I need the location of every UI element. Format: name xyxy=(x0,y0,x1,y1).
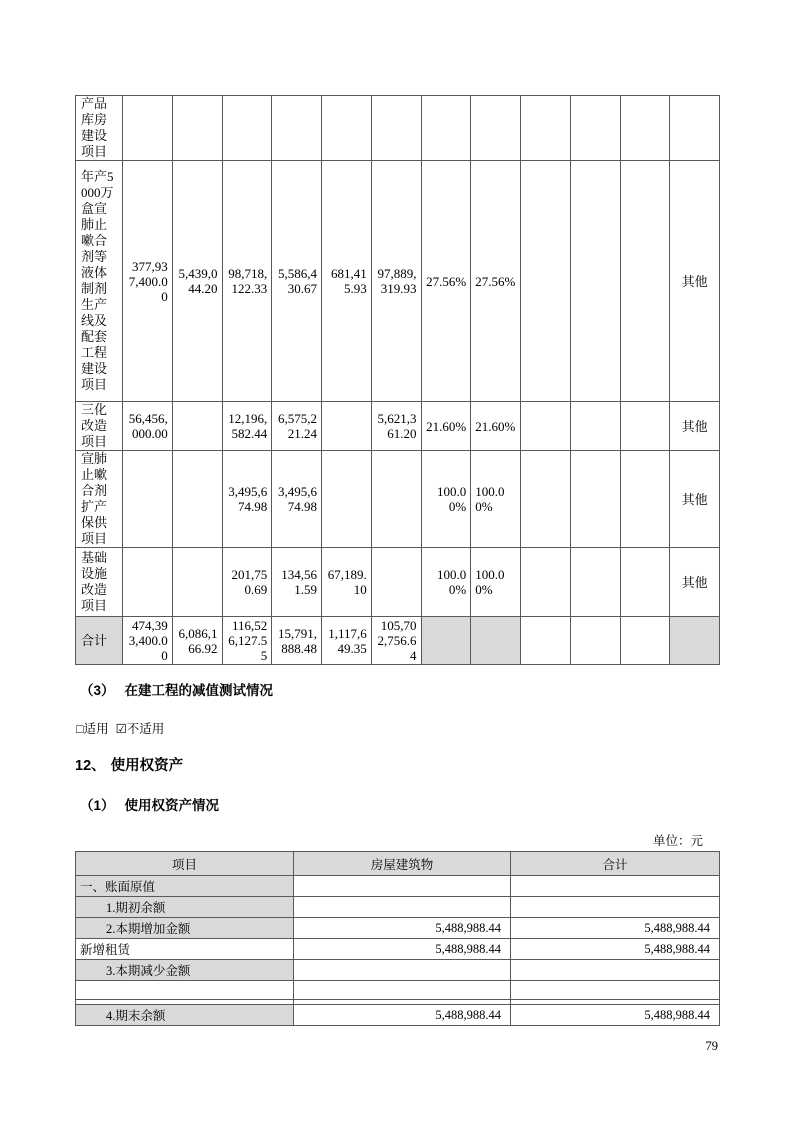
section-heading-impairment xyxy=(80,679,273,699)
table-cell xyxy=(570,161,620,402)
right-of-use-asset-table xyxy=(75,851,720,1026)
table-cell: 3,495,674.98 xyxy=(272,451,322,548)
applicability-line xyxy=(76,719,164,737)
table-cell xyxy=(670,617,720,665)
table-cell xyxy=(172,548,222,617)
column-header: 合计 xyxy=(511,852,720,876)
project-name-cell: 基础设施改造项目 xyxy=(76,548,123,617)
table-cell xyxy=(521,402,571,451)
section-number: 12、 xyxy=(75,758,106,774)
table-cell xyxy=(511,981,720,1000)
section-heading-rou-detail xyxy=(80,794,219,814)
table-cell xyxy=(620,96,670,161)
table-cell xyxy=(620,617,670,665)
table-cell: 其他 xyxy=(670,548,720,617)
table-cell: 681,415.93 xyxy=(322,161,372,402)
unit-label: 单位：元 xyxy=(652,834,703,848)
project-name-cell: 宣肺止嗽合剂扩产保供项目 xyxy=(76,451,123,548)
table-cell xyxy=(670,96,720,161)
table-cell xyxy=(294,876,511,897)
table-cell xyxy=(471,617,521,665)
table-row xyxy=(76,548,720,617)
applicable-label: 适用 xyxy=(83,722,109,736)
table-cell: 100.00% xyxy=(471,548,521,617)
table-cell xyxy=(521,548,571,617)
row-label: 4.期末余额 xyxy=(76,1005,294,1026)
table-cell xyxy=(123,96,173,161)
table-row xyxy=(76,1005,720,1026)
table-cell: 105,702,756.64 xyxy=(371,617,421,665)
table-cell: 21.60% xyxy=(471,402,521,451)
table-row xyxy=(76,981,720,1000)
table-cell: 100.00% xyxy=(421,451,471,548)
table-cell xyxy=(421,617,471,665)
table-cell xyxy=(371,451,421,548)
row-label: 新增租赁 xyxy=(76,939,294,960)
table-cell xyxy=(371,96,421,161)
table-cell xyxy=(172,451,222,548)
section-title: 使用权资产 xyxy=(110,758,184,774)
table-cell xyxy=(620,402,670,451)
section-title: 使用权资产情况 xyxy=(124,798,220,813)
table-row xyxy=(76,876,720,897)
table-cell: 100.00% xyxy=(471,451,521,548)
table-cell: 5,439,044.20 xyxy=(172,161,222,402)
table-cell xyxy=(521,161,571,402)
table-cell: 27.56% xyxy=(471,161,521,402)
table-cell: 56,456,000.00 xyxy=(123,402,173,451)
table-row xyxy=(76,897,720,918)
table-cell xyxy=(521,617,571,665)
table-cell xyxy=(511,876,720,897)
table-cell xyxy=(570,617,620,665)
table-cell xyxy=(570,96,620,161)
table-cell xyxy=(294,897,511,918)
project-name-cell: 产品库房建设项目 xyxy=(76,96,123,161)
column-header: 房屋建筑物 xyxy=(294,852,511,876)
table-cell: 6,575,221.24 xyxy=(272,402,322,451)
table-cell: 其他 xyxy=(670,161,720,402)
table-cell: 5,488,988.44 xyxy=(511,918,720,939)
construction-in-progress-table xyxy=(75,95,720,665)
total-row xyxy=(76,617,720,665)
row-label: 2.本期增加金额 xyxy=(76,918,294,939)
table-cell: 98,718,122.33 xyxy=(222,161,272,402)
page-number: 79 xyxy=(705,1039,718,1053)
table-cell: 116,526,127.55 xyxy=(222,617,272,665)
table-cell xyxy=(371,548,421,617)
table-cell xyxy=(294,981,511,1000)
table-cell xyxy=(570,451,620,548)
table-cell: 6,086,166.92 xyxy=(172,617,222,665)
table-cell: 201,750.69 xyxy=(222,548,272,617)
table-cell: 100.00% xyxy=(421,548,471,617)
table-cell: 15,791,888.48 xyxy=(272,617,322,665)
checkbox-checked-icon: ☑ xyxy=(115,722,127,736)
table-row xyxy=(76,451,720,548)
table-cell: 其他 xyxy=(670,402,720,451)
project-name-cell: 三化改造项目 xyxy=(76,402,123,451)
table-cell: 5,488,988.44 xyxy=(511,1005,720,1026)
table-cell xyxy=(620,161,670,402)
table-row xyxy=(76,96,720,161)
table-row xyxy=(76,161,720,402)
table-row xyxy=(76,402,720,451)
table-cell: 474,393,400.00 xyxy=(123,617,173,665)
table-cell: 5,488,988.44 xyxy=(294,918,511,939)
table-cell: 3,495,674.98 xyxy=(222,451,272,548)
table-cell xyxy=(123,451,173,548)
table-cell xyxy=(123,548,173,617)
table-cell: 97,889,319.93 xyxy=(371,161,421,402)
table-cell xyxy=(222,96,272,161)
header-row xyxy=(76,852,720,876)
table-cell: 5,488,988.44 xyxy=(294,939,511,960)
table-cell xyxy=(322,451,372,548)
table-cell xyxy=(521,451,571,548)
table-row xyxy=(76,939,720,960)
table-cell xyxy=(570,548,620,617)
column-header: 项目 xyxy=(76,852,294,876)
table-row xyxy=(76,960,720,981)
table-cell: 5,488,988.44 xyxy=(511,939,720,960)
table-cell: 27.56% xyxy=(421,161,471,402)
row-label: 一、账面原值 xyxy=(76,876,294,897)
table-cell xyxy=(294,960,511,981)
table-cell xyxy=(322,402,372,451)
table-cell xyxy=(172,402,222,451)
project-name-cell: 年产5000万盒宣肺止嗽合剂等液体制剂生产线及配套工程建设项目 xyxy=(76,161,123,402)
total-label-cell: 合计 xyxy=(76,617,123,665)
section-heading-right-of-use xyxy=(75,754,183,775)
table-cell: 5,621,361.20 xyxy=(371,402,421,451)
table-cell xyxy=(521,96,571,161)
table-cell xyxy=(620,548,670,617)
table-cell: 1,117,649.35 xyxy=(322,617,372,665)
table-cell xyxy=(620,451,670,548)
section-number: （3） xyxy=(80,683,115,698)
table-cell xyxy=(322,96,372,161)
not-applicable-label: 不适用 xyxy=(126,722,165,736)
checkbox-unchecked-icon: □ xyxy=(76,722,84,736)
table-cell xyxy=(511,897,720,918)
table-cell xyxy=(172,96,222,161)
table-cell: 377,937,400.00 xyxy=(123,161,173,402)
table-cell: 5,488,988.44 xyxy=(294,1005,511,1026)
row-label: 3.本期减少金额 xyxy=(76,960,294,981)
table-cell: 其他 xyxy=(670,451,720,548)
table-cell xyxy=(421,96,471,161)
table-cell: 5,586,430.67 xyxy=(272,161,322,402)
table-cell xyxy=(272,96,322,161)
row-label: 1.期初余额 xyxy=(76,897,294,918)
table-cell: 21.60% xyxy=(421,402,471,451)
row-label xyxy=(76,981,294,1000)
table-row xyxy=(76,918,720,939)
table-cell: 12,196,582.44 xyxy=(222,402,272,451)
table-cell xyxy=(471,96,521,161)
table-cell: 134,561.59 xyxy=(272,548,322,617)
table-cell xyxy=(570,402,620,451)
section-title: 在建工程的减值测试情况 xyxy=(124,683,274,698)
table-cell: 67,189.10 xyxy=(322,548,372,617)
section-number: （1） xyxy=(80,798,115,813)
table-cell xyxy=(511,960,720,981)
